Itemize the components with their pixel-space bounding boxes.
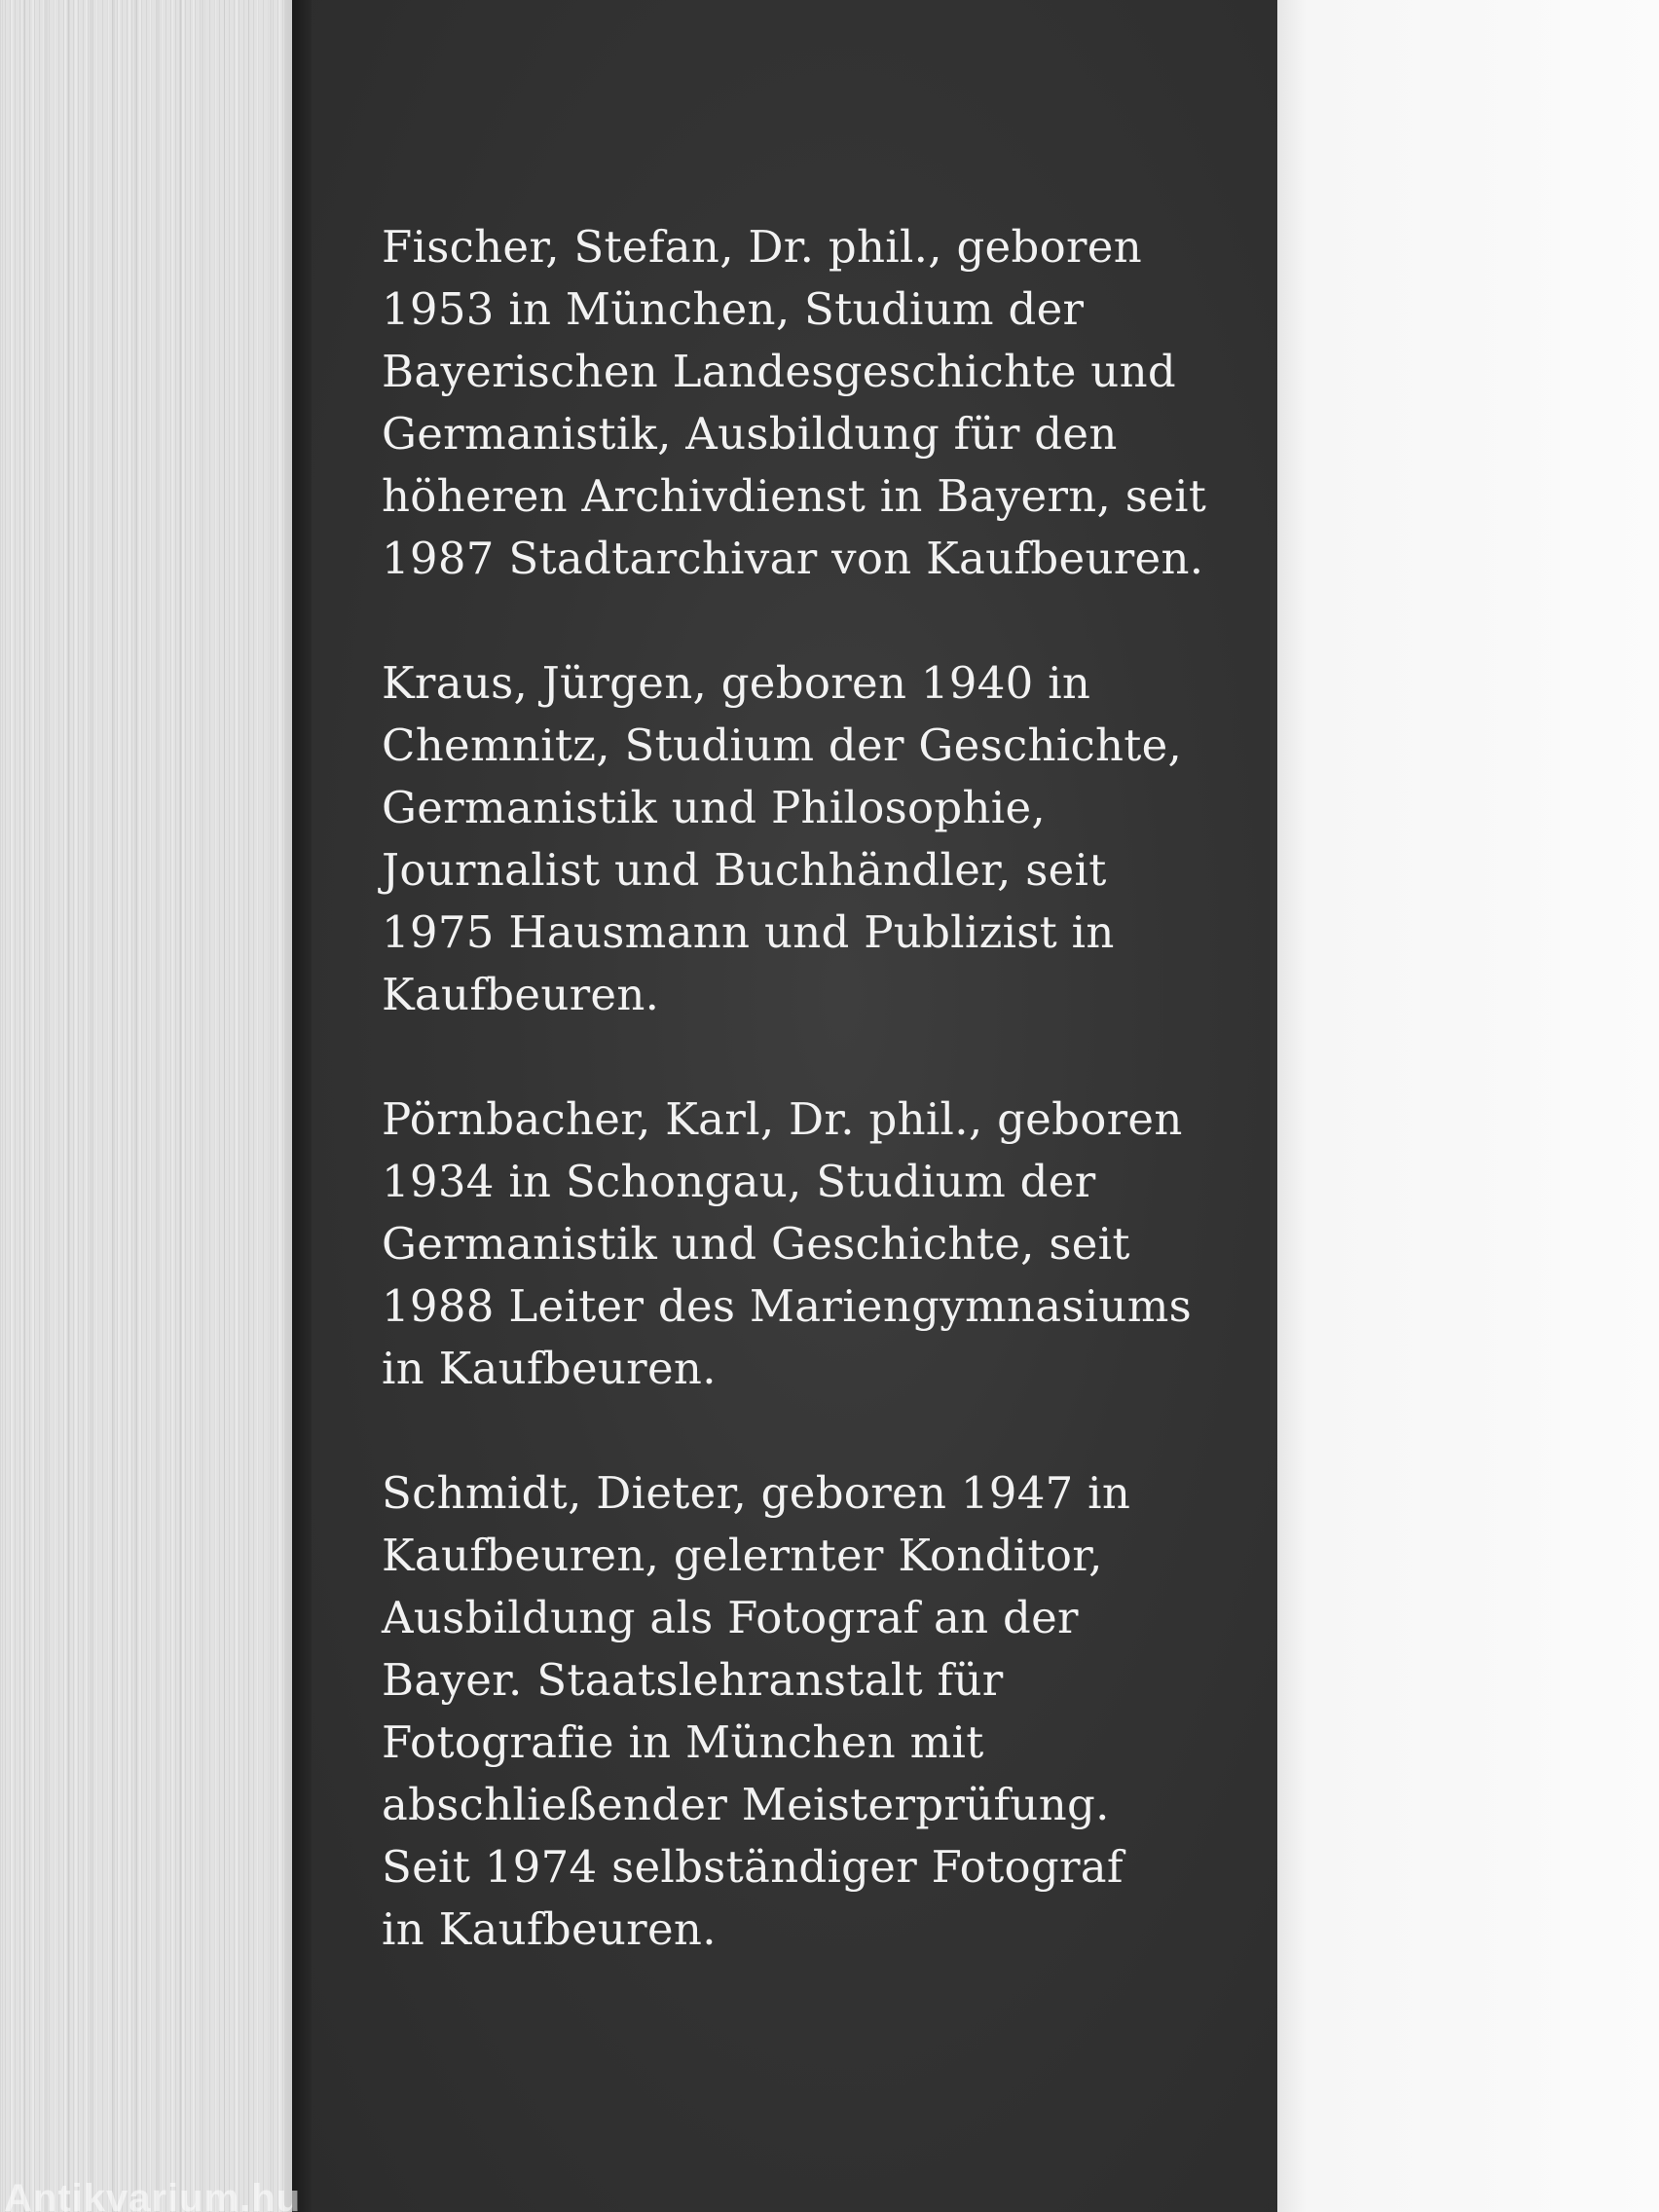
bio-line: 1953 in München, Studium der xyxy=(382,283,1085,335)
bio-fischer xyxy=(382,216,1238,590)
bio-line: Fotografie in München mit xyxy=(382,1716,984,1768)
bio-poernbacher xyxy=(382,1088,1238,1400)
bio-line: Seit 1974 selbständiger Fotograf xyxy=(382,1841,1124,1893)
bio-line: Germanistik und Philosophie, xyxy=(382,782,1047,833)
bio-line: Bayerischen Landesgeschichte und xyxy=(382,346,1176,397)
bio-schmidt xyxy=(382,1462,1238,1961)
bio-line: in Kaufbeuren. xyxy=(382,1903,717,1955)
bio-line: Bayer. Staatslehranstalt für xyxy=(382,1654,1004,1706)
bio-line: höheren Archivdienst in Bayern, seit xyxy=(382,470,1207,522)
author-bios xyxy=(382,216,1238,2023)
bio-kraus xyxy=(382,652,1238,1026)
watermark: Antikvarium.hu xyxy=(4,2177,302,2212)
bio-line: in Kaufbeuren. xyxy=(382,1343,717,1394)
bio-line: 1934 in Schongau, Studium der xyxy=(382,1156,1096,1207)
bio-line: abschließender Meisterprüfung. xyxy=(382,1779,1110,1830)
bio-line: Journalist und Buchhändler, seit xyxy=(382,844,1107,896)
book-flap-edge xyxy=(292,0,312,2212)
bio-line: 1975 Hausmann und Publizist in xyxy=(382,906,1115,958)
bio-line: 1987 Stadtarchivar von Kaufbeuren. xyxy=(382,533,1204,584)
bio-line: Germanistik, Ausbildung für den xyxy=(382,408,1118,460)
bio-line: Kaufbeuren, gelernter Konditor, xyxy=(382,1530,1103,1581)
bio-line: 1988 Leiter des Mariengymnasiums xyxy=(382,1280,1193,1332)
bio-line: Kaufbeuren. xyxy=(382,969,660,1020)
white-background xyxy=(1277,0,1659,2212)
bio-line: Ausbildung als Fotograf an der xyxy=(382,1592,1079,1643)
bio-line: Chemnitz, Studium der Geschichte, xyxy=(382,719,1183,771)
bio-line: Fischer, Stefan, Dr. phil., geboren xyxy=(382,221,1143,273)
bio-line: Pörnbacher, Karl, Dr. phil., geboren xyxy=(382,1093,1183,1145)
wood-background xyxy=(0,0,312,2212)
bio-line: Schmidt, Dieter, geboren 1947 in xyxy=(382,1467,1131,1519)
bio-line: Germanistik und Geschichte, seit xyxy=(382,1218,1130,1270)
bio-line: Kraus, Jürgen, geboren 1940 in xyxy=(382,657,1091,709)
